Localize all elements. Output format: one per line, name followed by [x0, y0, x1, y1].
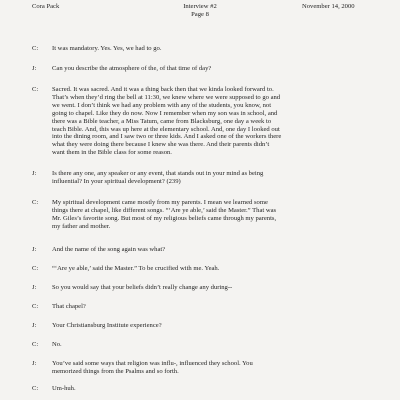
speaker-label: C: [32, 86, 39, 93]
header-interview-number: Interview #2 [183, 3, 217, 10]
transcript-entry [32, 341, 378, 349]
entry-text: Um-huh. [52, 385, 76, 392]
speaker-label: C: [32, 341, 39, 348]
transcript-entry [32, 65, 378, 73]
transcript-entry [32, 385, 378, 393]
speaker-label: J: [32, 322, 37, 329]
speaker-label: J: [32, 360, 37, 367]
transcript-entry [32, 45, 378, 53]
speaker-label: J: [32, 284, 37, 291]
speaker-label: C: [32, 385, 39, 392]
speaker-label: C: [32, 303, 39, 310]
entry-text: Is there any one, any speaker or any event, that stands out in your mind as being influential? In your spiritual development? (239) [52, 170, 264, 185]
speaker-label: C: [32, 45, 39, 52]
speaker-label: J: [32, 246, 37, 253]
transcript-entry [32, 360, 378, 376]
entry-text: “‘Are ye able,’ said the Master.” To be crucified with me. Yeah. [52, 265, 220, 272]
transcript-entry [32, 303, 378, 311]
entry-text: That chapel? [52, 303, 86, 310]
transcript-entry [32, 246, 378, 254]
header-interview-info [150, 3, 250, 18]
transcript-entry [32, 86, 378, 157]
speaker-label: J: [32, 170, 37, 177]
entry-text: Your Christiansburg Institute experience? [52, 322, 162, 329]
speaker-label: C: [32, 265, 39, 272]
entry-text: Can you describe the atmosphere of the, of that time of day? [52, 65, 212, 72]
transcript-entry [32, 284, 378, 292]
entry-text: And the name of the song again was what? [52, 246, 166, 253]
entry-text: My spiritual development came mostly from my parents. I mean we learned some things there at chapel, like different songs. “‘Are ye able,’ said the Master.” That was Mr. Giles’s favorite song. But most of my religious beliefs came through my parents, my father and mother. [52, 199, 277, 230]
header-page-number: Page 8 [191, 10, 209, 18]
entry-text: So you would say that your beliefs didn’t really change any during-- [52, 284, 233, 291]
entry-text: It was mandatory. Yes. Yes, we had to go. [52, 45, 162, 52]
entry-text: Sacred. It was sacred. And it was a thing back then that we kinda looked forward to. That’s when they’d ring the bell at 11:30, we knew where we were supposed to go and we went. I don’t think we had any problem with any of the students, you know, not going to chapel. Like they do now. Now I remember when my son was in school, and there was a Bible teacher, a Miss Tatum, came from Blacksburg, one day a week to teach Bible. And, this was up here at the elementary school. And, one day I looked out into the dining room, and I saw two or three kids. And I asked one of the workers there what they were doing there because I knew she was there. And their parents didn’t want them in the Bible class for some reason. [52, 86, 282, 157]
transcript-entry [32, 265, 378, 273]
header-interviewee: Cora Pack [32, 3, 60, 10]
transcript-entry [32, 322, 378, 330]
speaker-label: J: [32, 65, 37, 72]
header-date: November 14, 2000 [302, 3, 355, 10]
entry-text: No. [52, 341, 62, 348]
transcript-entry [32, 199, 378, 231]
speaker-label: C: [32, 199, 39, 206]
transcript-entry [32, 170, 378, 186]
entry-text: You’ve said some ways that religion was influ-, influenced they school. You memorized things from the Psalms and so forth. [52, 360, 253, 375]
